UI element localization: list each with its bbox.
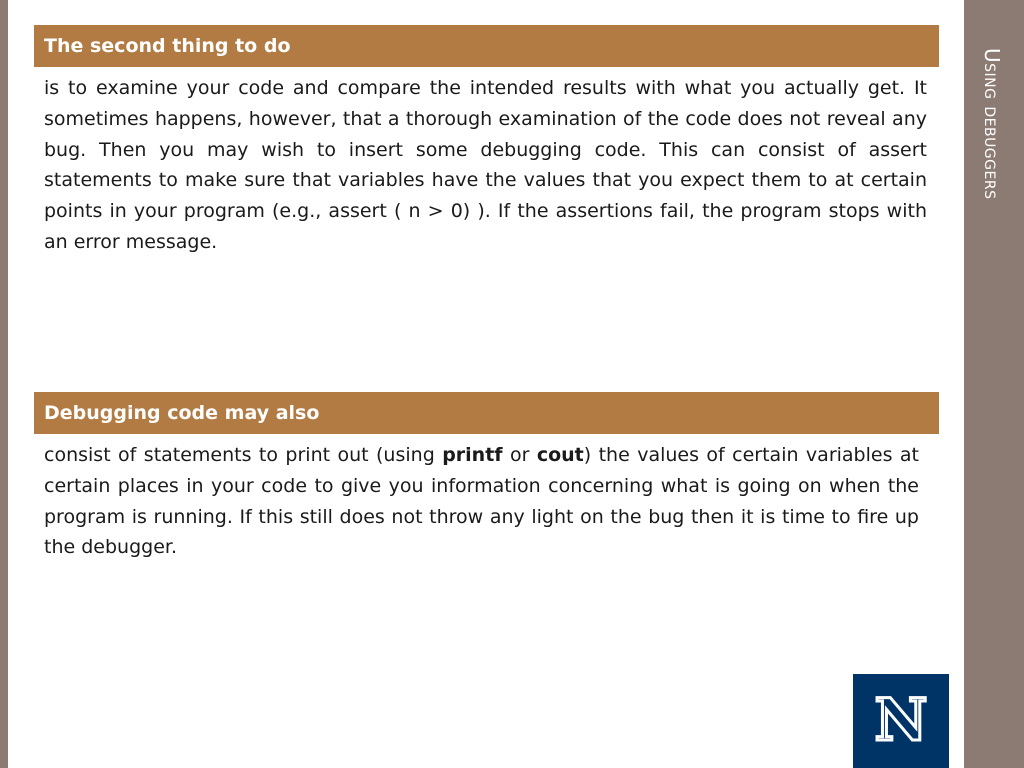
section-header-debugging-code: Debugging code may also: [34, 392, 939, 434]
section-header-second-thing: The second thing to do: [34, 25, 939, 67]
body-text-part2: or: [502, 444, 537, 466]
keyword-printf: printf: [442, 444, 503, 466]
university-logo: [853, 674, 949, 768]
keyword-cout: cout: [536, 444, 584, 466]
block-n-logo-icon: [853, 674, 949, 768]
left-accent-bar: [0, 0, 8, 768]
section-body-print-statements: [44, 440, 919, 563]
body-text-part3: ) the values of certain variables at certain places in your code to give you information concerning what is going on when the program is running. If this still does not throw any light on the bug then it is time to fire up the debugger.: [44, 444, 919, 559]
section-body-examine-code: is to examine your code and compare the intended results with what you actually get. It sometimes happens, however, that a thorough examination of the code does not reveal any bug. Then you may wish to insert some debugging code. This can consist of assert statements to make sure that variables have the values that you expect them to at certain points in your program (e.g., assert ( n > 0) ). If the assertions fail, the program stops with an error message.: [44, 77, 927, 253]
logo-letter: N: [874, 686, 928, 754]
body-text-part1: consist of statements to print out (using: [44, 444, 443, 466]
slide-side-title: Using debuggers: [980, 48, 1004, 200]
